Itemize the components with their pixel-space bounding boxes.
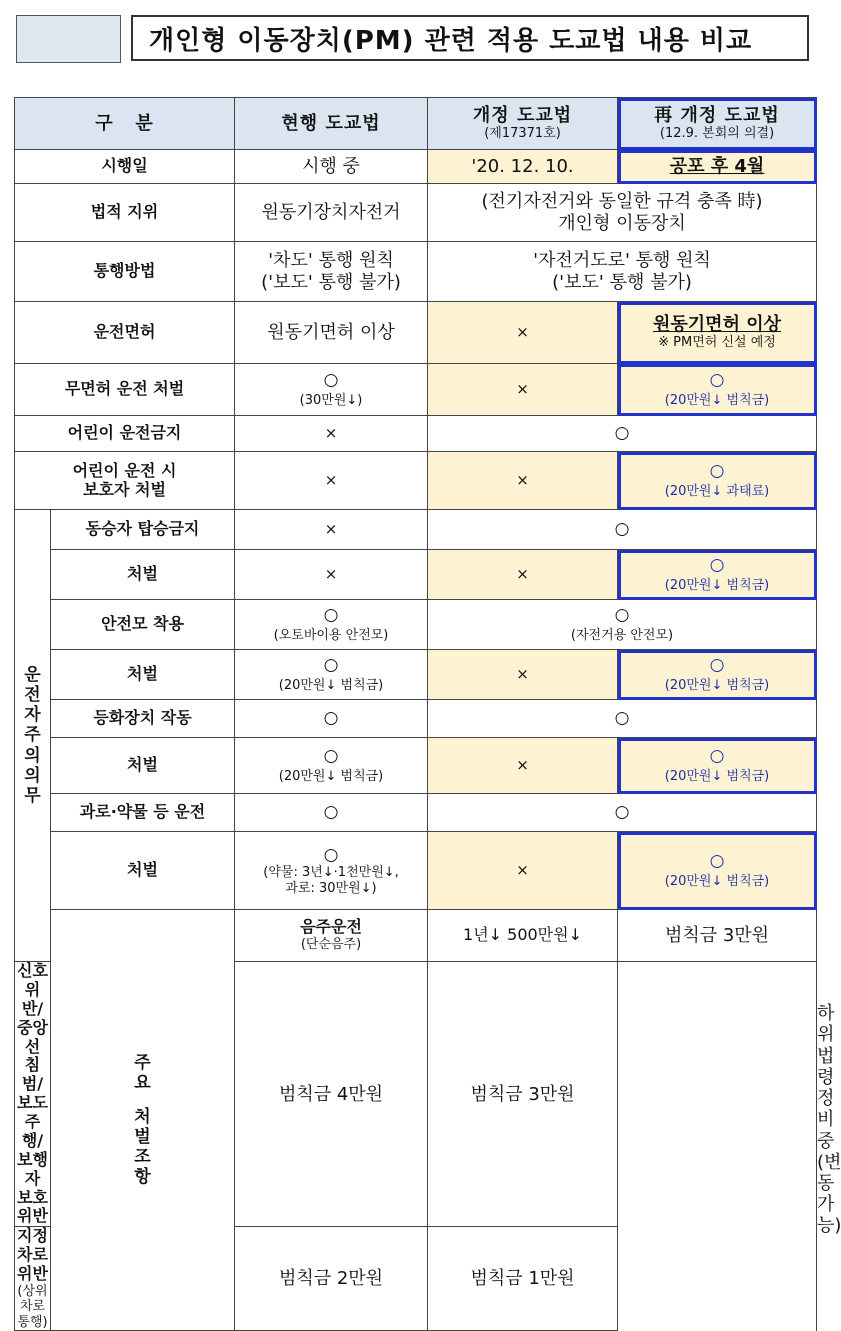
row-fatigue	[15, 794, 817, 832]
header-row	[15, 98, 817, 150]
label-child-ban: 어린이 운전금지	[15, 416, 235, 452]
header-current-law: 현행 도교법	[235, 98, 428, 150]
page-title: 개인형 이동장치(PM) 관련 적용 도교법 내용 비교	[131, 15, 809, 61]
cell-revised-merged: (전기자전거와 동일한 규격 충족 時) 개인형 이동장치	[428, 184, 817, 242]
label-traffic-method: 통행방법	[15, 242, 235, 302]
row-helmet-penalty	[15, 650, 817, 700]
cell-revised-merged: ○	[428, 794, 817, 832]
cell-revised: ×	[428, 550, 618, 600]
label-license: 운전면허	[15, 302, 235, 364]
row-child-ban	[15, 416, 817, 452]
cell-current: ×	[235, 550, 428, 600]
label-fatigue: 과로·약물 등 운전	[51, 794, 235, 832]
cell-current: 원동기면허 이상	[235, 302, 428, 364]
label-drunk-driving: 음주운전 (단순음주)	[235, 910, 428, 962]
cell-revised-merged: ○	[428, 510, 817, 550]
cell-revised-merged: '자전거도로' 통행 원칙 ('보도' 통행 불가)	[428, 242, 817, 302]
cell-rerevised: 공포 후 4월	[618, 150, 817, 184]
cell-current: ○ (20만원↓ 범칙금)	[235, 738, 428, 794]
cell-rerevised: ○ (20만원↓ 범칙금)	[618, 364, 817, 416]
cell-current: ×	[235, 510, 428, 550]
cell-revised: ×	[428, 364, 618, 416]
cell-current: 범칙금 2만원	[235, 1227, 428, 1331]
cell-current: ○ (20만원↓ 범칙금)	[235, 650, 428, 700]
label-guardian-penalty: 어린이 운전 시 보호자 처벌	[15, 452, 235, 510]
cell-revised: ×	[428, 452, 618, 510]
row-legal-status	[15, 184, 817, 242]
cell-revised-merged: ○	[428, 700, 817, 738]
row-drunk-driving: 주 요 처 벌 조 항 음주운전 (단순음주) 1년↓ 500만원↓ 범칙금 3만원 하위법령 정비 중 (변동 가능)	[15, 910, 817, 962]
label-penalty: 처벌	[51, 550, 235, 600]
cell-current: 범칙금 4만원	[235, 962, 428, 1227]
row-effective-date	[15, 150, 817, 184]
row-traffic-method	[15, 242, 817, 302]
cell-revised: 범칙금 3만원	[618, 910, 817, 962]
label-legal-status: 법적 지위	[15, 184, 235, 242]
cell-revised-merged: ○	[428, 416, 817, 452]
cell-revised: ×	[428, 832, 618, 910]
label-signal-violation: 신호 위반/ 중앙선 침범/ 보도 주행/ 보행자 보호위반	[15, 962, 51, 1227]
cell-current: 1년↓ 500만원↓	[428, 910, 618, 962]
label-penalty: 처벌	[51, 832, 235, 910]
cell-current: ×	[235, 452, 428, 510]
row-unlicensed-penalty	[15, 364, 817, 416]
cell-current: ○ (오토바이용 안전모)	[235, 600, 428, 650]
cell-current: 시행 중	[235, 150, 428, 184]
label-penalty: 처벌	[51, 738, 235, 794]
cell-rerevised: ○ (20만원↓ 범칙금)	[618, 738, 817, 794]
cell-revised: ×	[428, 738, 618, 794]
row-light	[15, 700, 817, 738]
cell-revised: ×	[428, 650, 618, 700]
cell-current: ○	[235, 700, 428, 738]
header-rerevised-law: 再 개정 도교법 (12.9. 본회의 의결)	[618, 98, 817, 150]
header-revised-law: 개정 도교법 (제17371호)	[428, 98, 618, 150]
cell-current: ○ (약물: 3년↓·1천만원↓, 과로: 30만원↓)	[235, 832, 428, 910]
row-light-penalty	[15, 738, 817, 794]
cell-revised: 범칙금 1만원	[428, 1227, 618, 1331]
label-light: 등화장치 작동	[51, 700, 235, 738]
cell-current: ×	[235, 416, 428, 452]
row-passenger-penalty	[15, 550, 817, 600]
cell-current: '차도' 통행 원칙 ('보도' 통행 불가)	[235, 242, 428, 302]
cell-rerevised: ○ (20만원↓ 범칙금)	[618, 550, 817, 600]
label-passenger-ban: 동승자 탑승금지	[51, 510, 235, 550]
header-category: 구 분	[15, 98, 235, 150]
label-penalty: 처벌	[51, 650, 235, 700]
cell-revised: ×	[428, 302, 618, 364]
cell-revised: 범칙금 3만원	[428, 962, 618, 1227]
cell-revised-merged: ○ (자전거용 안전모)	[428, 600, 817, 650]
group-major-penalties: 주 요 처 벌 조 항	[51, 910, 235, 1331]
cell-rerevised: 원동기면허 이상 ※ PM면허 신설 예정	[618, 302, 817, 364]
comparison-table	[14, 97, 841, 1331]
cell-rerevised: ○ (20만원↓ 과태료)	[618, 452, 817, 510]
cell-rerevised: ○ (20만원↓ 범칙금)	[618, 832, 817, 910]
title-decor-box	[16, 15, 121, 63]
label-lane-violation: 지정차로 위반 (상위차로 통행)	[15, 1227, 51, 1331]
cell-rerevised: ○ (20만원↓ 범칙금)	[618, 650, 817, 700]
row-helmet	[15, 600, 817, 650]
label-effective-date: 시행일	[15, 150, 235, 184]
row-license	[15, 302, 817, 364]
group-driver-duty: 운 전 자 주 의 의 무	[15, 510, 51, 962]
row-fatigue-penalty	[15, 832, 817, 910]
row-passenger-ban	[15, 510, 817, 550]
label-helmet: 안전모 착용	[51, 600, 235, 650]
cell-current: ○	[235, 794, 428, 832]
label-unlicensed-penalty: 무면허 운전 처벌	[15, 364, 235, 416]
cell-revised: '20. 12. 10.	[428, 150, 618, 184]
cell-current: ○ (30만원↓)	[235, 364, 428, 416]
cell-current: 원동기장치자전거	[235, 184, 428, 242]
row-guardian-penalty	[15, 452, 817, 510]
